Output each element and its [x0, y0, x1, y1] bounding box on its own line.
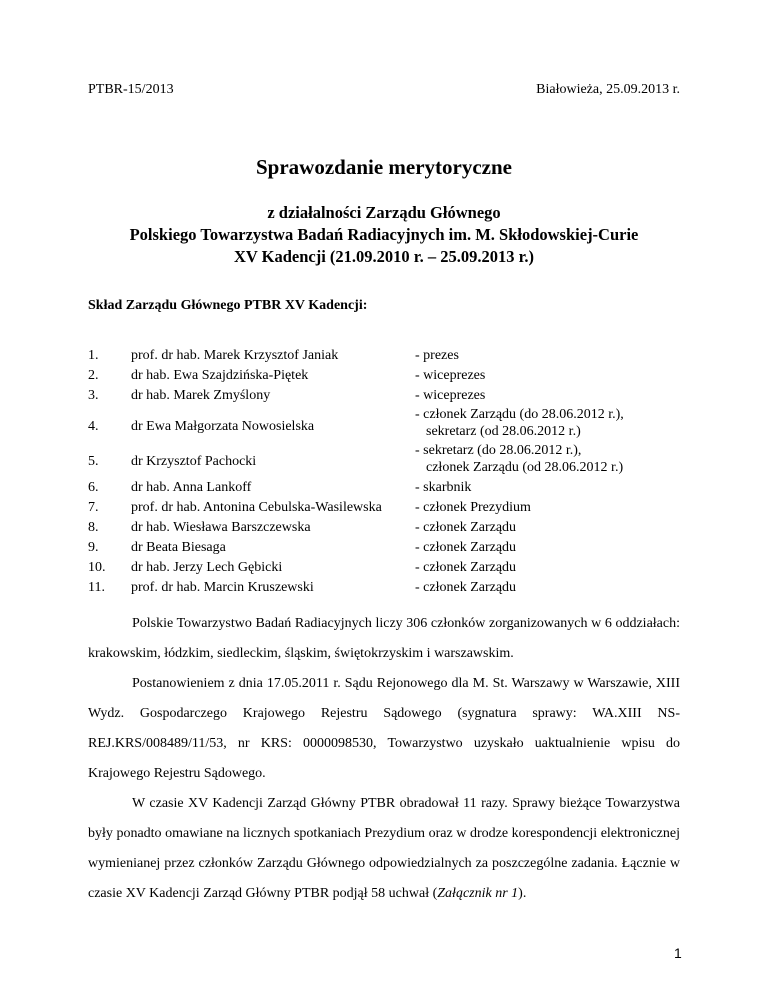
paragraph-board-meetings [88, 789, 680, 909]
subtitle-line-1: z działalności Zarządu Głównego [267, 203, 501, 222]
document-title: Sprawozdanie merytoryczne [255, 155, 513, 179]
member-number: 8. [88, 520, 99, 535]
member-number: 4. [88, 419, 99, 434]
member-number: 10. [88, 560, 106, 575]
subtitle-line-3: XV Kadencji (21.09.2010 r. – 25.09.2013 r.) [233, 247, 535, 266]
member-name: dr hab. Marek Zmyślony [131, 388, 271, 403]
member-role: - sekretarz (do 28.06.2012 r.), [415, 443, 582, 458]
body-text [88, 609, 680, 909]
member-number: 6. [88, 480, 99, 495]
member-role: - prezes [415, 348, 459, 363]
member-role: - członek Zarządu [415, 540, 517, 555]
document-reference: PTBR-15/2013 [88, 82, 174, 97]
paragraph-membership: Polskie Towarzystwo Badań Radiacyjnych liczy 306 członków zorganizowanych w 6 oddziałach: krakowskim, łódzkim, siedleckim, śląskim, świętokrzyskim i warszawskim. [88, 616, 680, 661]
member-number: 9. [88, 540, 99, 555]
annex-reference-tail: ). [518, 886, 527, 901]
member-name: dr Ewa Małgorzata Nowosielska [131, 419, 315, 434]
member-role-continued: sekretarz (od 28.06.2012 r.) [426, 424, 581, 439]
paragraph-board-meetings-text: W czasie XV Kadencji Zarząd Główny PTBR obradował 11 razy. Sprawy bieżące Towarzystwa były ponadto omawiane na licznych spotkaniach Prezydium oraz w drodze korespondencji elektronicznej wymienianej przez członków Zarządu Głównego odpowiedzialnych za poszczególne zadania. Łącznie w czasie XV Kadencji Zarząd Główny PTBR podjął 58 uchwał ( [88, 796, 680, 901]
page-number: 1 [674, 945, 682, 961]
member-name: dr hab. Anna Lankoff [131, 480, 252, 495]
member-number: 1. [88, 348, 99, 363]
member-name: dr Krzysztof Pachocki [131, 454, 257, 469]
member-name: dr hab. Jerzy Lech Gębicki [131, 560, 283, 575]
member-name: dr hab. Ewa Szajdzińska-Piętek [131, 368, 309, 383]
member-role: - członek Zarządu [415, 580, 517, 595]
member-number: 2. [88, 368, 99, 383]
member-number: 5. [88, 454, 99, 469]
annex-reference: Załącznik nr 1 [437, 886, 519, 901]
place-and-date: Białowieża, 25.09.2013 r. [536, 82, 680, 97]
member-name: dr Beata Biesaga [131, 540, 226, 555]
member-name: prof. dr hab. Antonina Cebulska-Wasilewska [131, 500, 382, 515]
member-role: - wiceprezes [415, 388, 486, 403]
member-role: - członek Zarządu [415, 520, 517, 535]
member-name: prof. dr hab. Marek Krzysztof Janiak [131, 348, 339, 363]
member-name: prof. dr hab. Marcin Kruszewski [131, 580, 314, 595]
member-role: - członek Prezydium [415, 500, 531, 515]
member-role-continued: członek Zarządu (od 28.06.2012 r.) [426, 460, 624, 475]
member-role: - wiceprezes [415, 368, 486, 383]
member-name: dr hab. Wiesława Barszczewska [131, 520, 311, 535]
board-composition-heading: Skład Zarządu Głównego PTBR XV Kadencji: [88, 298, 368, 313]
member-role: - skarbnik [415, 480, 472, 495]
subtitle-line-2: Polskiego Towarzystwa Badań Radiacyjnych im. M. Skłodowskiej-Curie [129, 225, 639, 244]
member-number: 3. [88, 388, 99, 403]
member-number: 11. [88, 580, 105, 595]
member-role: - członek Zarządu [415, 560, 517, 575]
member-number: 7. [88, 500, 99, 515]
member-role: - członek Zarządu (do 28.06.2012 r.), [415, 407, 624, 422]
paragraph-court-registration: Postanowieniem z dnia 17.05.2011 r. Sądu Rejonowego dla M. St. Warszawy w Warszawie, XIII Wydz. Gospodarczego Krajowego Rejestru Sądowego (sygnatura sprawy: WA.XIII NS-REJ.KRS/008489/11/53, nr KRS: 0000098530, Towarzystwo uzyskało uaktualnienie wpisu do Krajowego Rejestru Sądowego. [88, 676, 680, 781]
